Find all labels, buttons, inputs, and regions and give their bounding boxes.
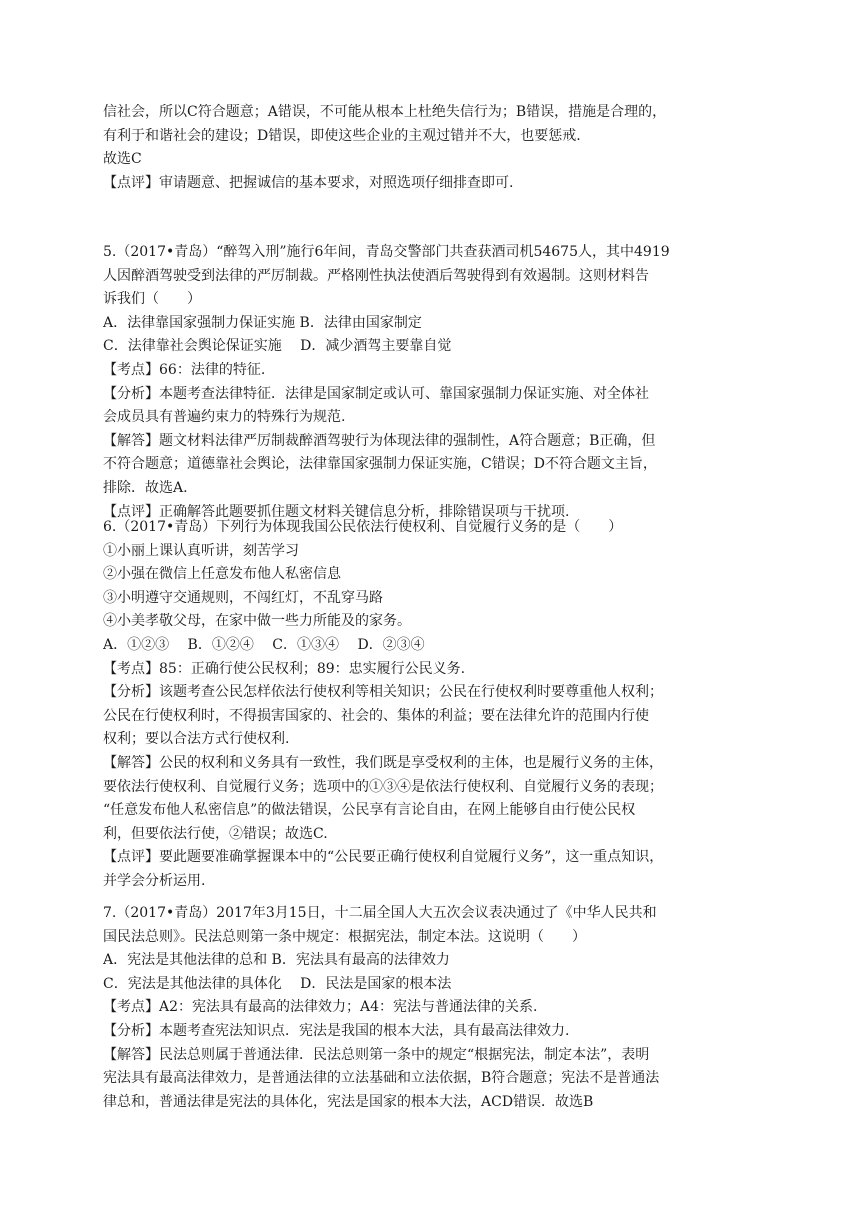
text-line: 并学会分析运用. [103,873,206,889]
text-line: 7.（2017•青岛）2017年3月15日，十二届全国人大五次会议表决通过了《中华人民共和 [103,905,657,921]
text-line: 会成员具有普遍约束力的特殊行为规范. [103,409,346,426]
text-line: 【考点】85：正确行使公民权利；89：忠实履行公民义务. [103,660,466,677]
text-line: 排除．故选A. [103,480,188,496]
text-line: 【分析】本题考查宪法知识点．宪法是我国的根本大法，具有最高法律效力. [103,1023,570,1039]
text-line: 利，但要依法行使，②错误；故选C. [103,825,328,842]
text-line: 【点评】审请题意、把握诚信的基本要求，对照选项仔细排查即可. [103,174,514,191]
text-line: 【解答】民法总则属于普通法律．民法总则第一条中的规定“根据宪法，制定本法”，表明 [103,1046,650,1063]
text-line: 权利；要以合法方式行使权利. [103,731,290,748]
text-line: 要依法行使权利、自觉履行义务；选项中的①③④是依法行使权利、自觉履行义务的表现； [103,778,663,795]
text-line: 【解答】公民的权利和义务具有一致性，我们既是享受权利的主体，也是履行义务的主体， [103,755,663,771]
text-line: 【分析】本题考查法律特征．法律是国家制定或认可、靠国家强制力保证实施、对全体社 [103,385,649,402]
text-line: 公民在行使权利时，不得损害国家的、社会的、集体的利益；要在法律允许的范围内行使 [103,707,649,724]
text-line: C．法律靠社会舆论保证实施 D．减少酒驾主要靠自觉 [103,338,452,355]
text-line: A．①②③ B．①②④ C．①③④ D．②③④ [103,637,425,653]
text-line: 5.（2017•青岛）“醉驾入刑”施行6年间，青岛交警部门共查获酒司机54675人，其中4919 [103,244,670,260]
text-line: 有利于和谐社会的建设；D错误，即使这些企业的主观过错并不大，也要惩戒. [103,127,581,144]
text-line: ③小明遵守交通规则，不闯红灯，不乱穿马路 [103,589,383,606]
text-line: 【考点】A2：宪法具有最高的法律效力；A4：宪法与普通法律的关系. [103,999,538,1016]
text-line: 信社会，所以C符合题意；A错误，不可能从根本上杜绝失信行为；B错误，措施是合理的， [103,104,667,120]
text-line: 【解答】题文材料法律严厉制裁醉酒驾驶行为体现法律的强制性，A符合题意；B正确，但 [103,432,656,449]
text-line: 【分析】该题考查公民怎样依法行使权利等相关知识；公民在行使权利时要尊重他人权利； [103,684,663,701]
text-line: 故选C [103,151,142,168]
text-line: 【点评】正确解答此题要抓住题文材料关键信息分析，排除错误项与干扰项. [103,503,570,520]
text-line: ①小丽上课认真听讲，刻苦学习 [103,542,299,559]
text-line: A．法律靠国家强制力保证实施 B．法律由国家制定 [103,314,422,331]
text-line: 诉我们（ ） [103,291,201,308]
text-line: 人因醉酒驾驶受到法律的严厉制裁。严格刚性执法使酒后驾驶得到有效遏制。这则材料告 [103,267,649,284]
text-line: 国民法总则》。民法总则第一条中规定：根据宪法，制定本法。这说明（ ） [103,928,586,945]
text-line: 【点评】要此题要准确掌握课本中的“公民要正确行使权利自觉履行义务”，这一重点知识， [103,849,664,866]
text-line: 宪法具有最高法律效力，是普通法律的立法基础和立法依据，B符合题意；宪法不是普通法 [103,1070,660,1087]
text-line: A．宪法是其他法律的总和 B．宪法具有最高的法律效力 [103,952,450,969]
text-line: 6.（2017•青岛）下列行为体现我国公民依法行使权利、自觉履行义务的是（ ） [103,519,623,535]
text-line: “任意发布他人私密信息”的做法错误，公民享有言论自由，在网上能够自由行使公民权 [103,802,636,819]
text-line: ②小强在微信上任意发布他人私密信息 [103,566,341,583]
text-line: 不符合题意；道德靠社会舆论，法律靠国家强制力保证实施，C错误；D不符合题文主旨， [103,456,657,473]
text-line: ④小美孝敬父母，在家中做一些力所能及的家务。 [103,613,411,630]
text-line: C．宪法是其他法律的具体化 D．民法是国家的根本法 [103,975,452,992]
text-line: 律总和，普通法律是宪法的具体化，宪法是国家的根本大法，ACD错误．故选B [103,1093,594,1110]
text-line: 【考点】66：法律的特征. [103,362,266,378]
